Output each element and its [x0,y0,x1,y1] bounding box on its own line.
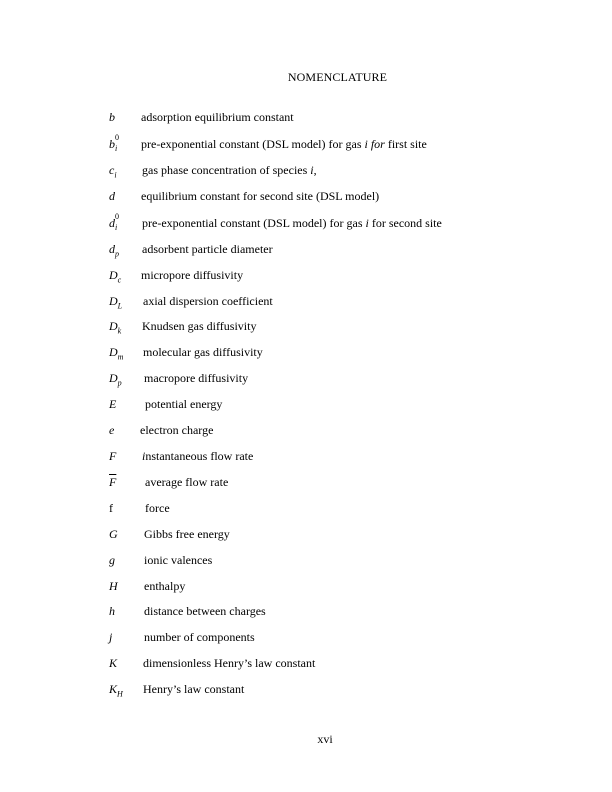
nomenclature-entry [109,448,569,464]
nomenclature-entry [109,474,569,490]
nomenclature-entry [109,267,569,283]
symbol: H [109,579,118,593]
definition: micropore diffusivity [141,268,244,282]
definition: macropore diffusivity [144,371,249,385]
symbol: $D_k$ [109,319,122,336]
symbol: $\overline{F}$ [109,475,117,489]
symbol: E [109,397,117,411]
definition: Henry’s law constant [143,682,245,696]
definition: force [145,501,170,515]
symbol: $D_m$ [109,345,124,362]
definition: adsorption equilibrium constant [141,110,294,124]
definition: potential energy [145,397,223,411]
nomenclature-entry [109,370,569,386]
definition: Gibbs free energy [144,527,230,541]
nomenclature-entry [109,422,569,438]
symbol: f [109,501,113,515]
symbol: d [109,189,115,203]
nomenclature-entry [109,655,569,671]
symbol: $D_c$ [109,268,122,285]
definition: axial dispersion coefficient [143,294,273,308]
definition: ionic valences [144,553,213,567]
nomenclature-entry [109,681,569,697]
symbol: e [109,423,115,437]
definition: pre-exponential constant (DSL model) for gas i for second site [142,216,442,230]
definition: molecular gas diffusivity [143,345,263,359]
nomenclature-entry [109,396,569,412]
nomenclature-entry [109,526,569,542]
nomenclature-entry [109,344,569,360]
definition: gas phase concentration of species i, [142,163,317,177]
nomenclature-entry [109,500,569,516]
nomenclature-entry [109,241,569,257]
nomenclature-entry [109,629,569,645]
nomenclature-entry [109,293,569,309]
definition: distance between charges [144,604,266,618]
definition: adsorbent particle diameter [142,242,273,256]
definition: equilibrium constant for second site (DSL model) [141,189,380,203]
nomenclature-entry [109,133,569,153]
definition: pre-exponential constant (DSL model) for gas i for first site [141,137,427,151]
nomenclature-entry [109,603,569,619]
symbol: g [109,553,115,567]
nomenclature-entry [109,552,569,568]
symbol: K [109,656,118,670]
definition: enthalpy [144,579,186,593]
page-number: xvi [317,732,333,746]
definition: number of components [144,630,255,644]
symbol: $d_p$ [109,242,119,259]
symbol: $K_H$ [109,682,123,699]
symbol: $D_p$ [109,371,122,388]
definition: dimensionless Henry’s law constant [143,656,316,670]
symbol: b [109,110,115,124]
nomenclature-entry [109,109,569,125]
nomenclature-entry [109,162,569,178]
definition: average flow rate [145,475,229,489]
definition: instantaneous flow rate [142,449,254,463]
symbol: G [109,527,118,541]
symbol: b 0 i [109,133,119,153]
nomenclature-entry [109,188,569,204]
symbol: j [109,630,113,644]
symbol: h [109,604,115,618]
symbol: F [109,449,117,463]
symbol: $c_i$ [109,163,117,180]
page-title: NOMENCLATURE [287,70,388,84]
symbol: $D_L$ [109,294,123,311]
nomenclature-entry [109,578,569,594]
definition: Knudsen gas diffusivity [142,319,257,333]
definition: electron charge [140,423,214,437]
nomenclature-entry [109,212,569,232]
nomenclature-entry [109,318,569,334]
symbol: d 0 i [109,212,119,232]
